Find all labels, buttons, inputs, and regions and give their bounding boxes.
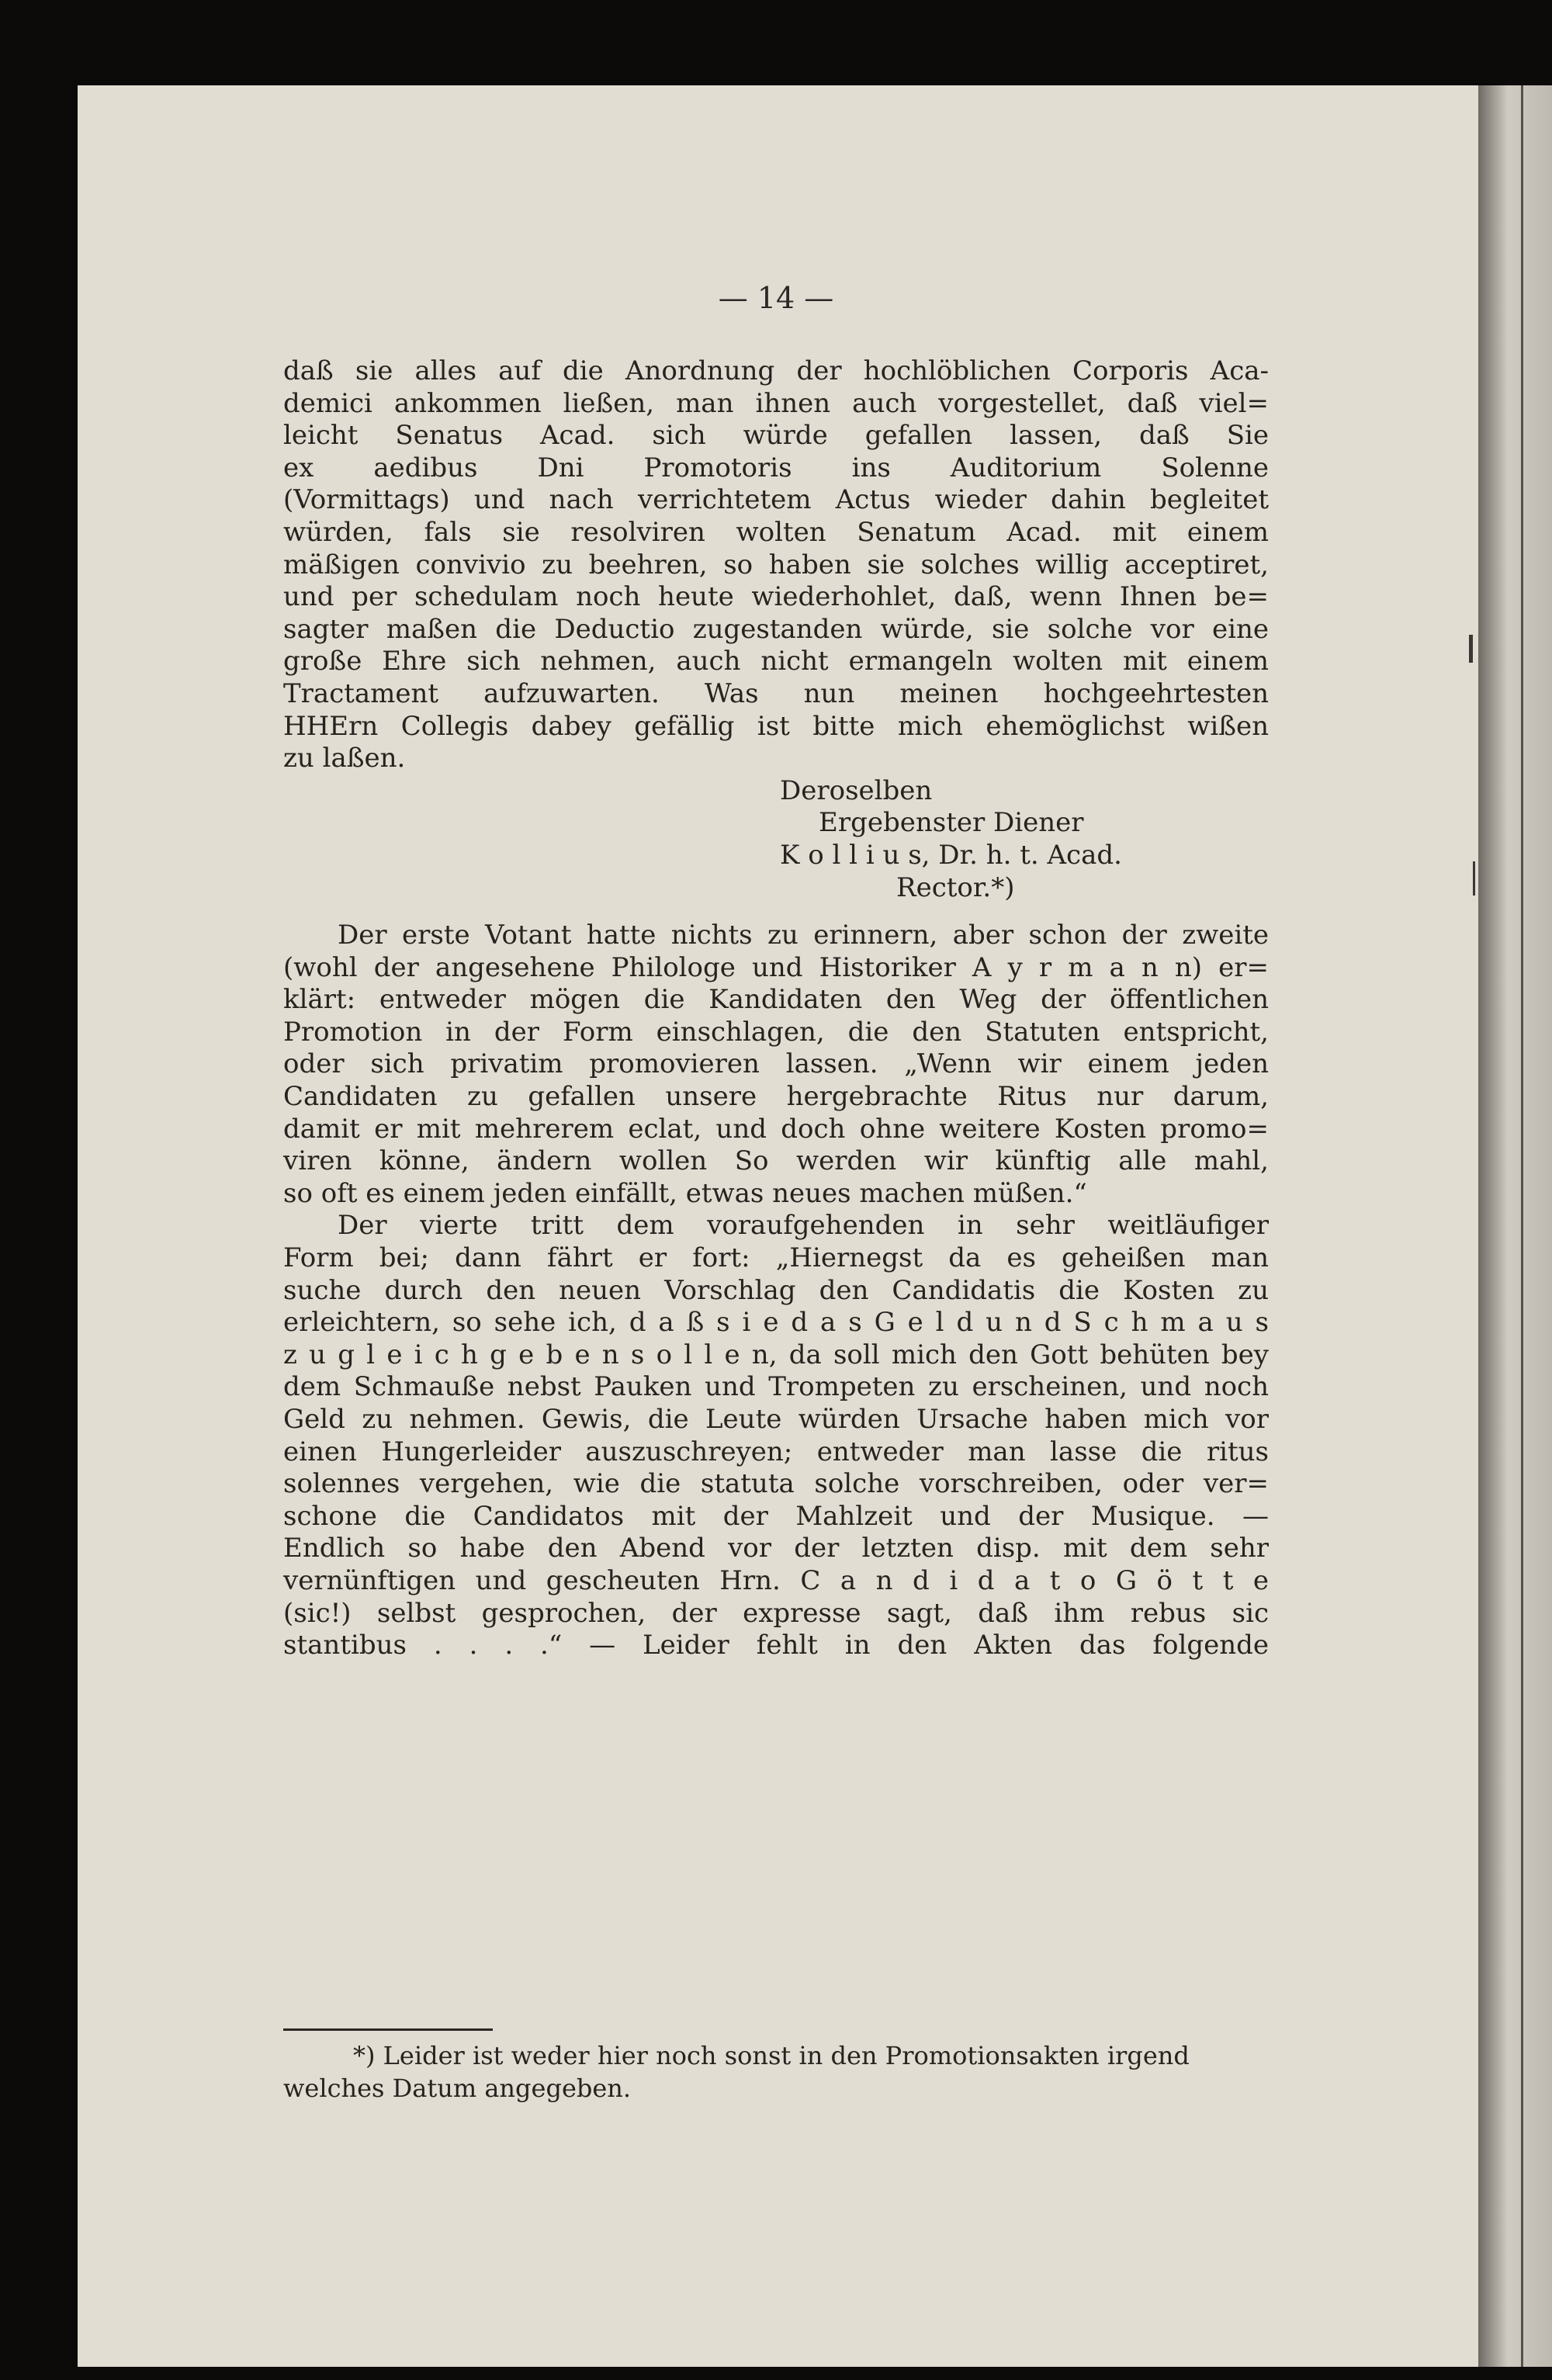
text-line: Tractament aufzuwarten. Was nun meinen hochgeehrtesten (283, 677, 1269, 709)
text-line: leicht Senatus Acad. sich würde gefallen lassen, daß Sie (283, 420, 1269, 452)
text-line: Form bei; dann fährt er fort: „Hiernegst da es geheißen man (283, 1242, 1269, 1274)
footnote-line: welches Datum angegeben. (283, 2073, 632, 2103)
text-line: Candidaten zu gefallen unsere hergebrachte Ritus nur darum, (283, 1081, 1269, 1113)
text-line: HHErn Collegis dabey gefällig ist bitte mich ehemöglichst wißen (283, 710, 1269, 742)
footnote-line: *) Leider ist weder hier noch sonst in den Promotionsakten irgend (353, 2041, 1190, 2070)
text-line: solennes vergehen, wie die statuta solche vorschreiben, oder ver= (283, 1468, 1269, 1500)
signature-closing: Deroselben (780, 774, 933, 806)
text-line: demici ankommen ließen, man ihnen auch vorgestellet, daß viel= (283, 387, 1269, 419)
footnote-divider (283, 2028, 493, 2031)
margin-mark (1469, 635, 1473, 663)
text-line: und per schedulam noch heute wiederhohlet, daß, wenn Ihnen be= (283, 581, 1269, 613)
footnote (283, 2039, 1269, 2105)
text-line: klärt: entweder mögen die Kandidaten den Weg der öffentlichen (283, 984, 1269, 1016)
text-line: Endlich so habe den Abend vor der letzten disp. mit dem sehr (283, 1533, 1269, 1564)
text-line: oder sich privatim promovieren lassen. „Wenn wir einem jeden (283, 1048, 1269, 1080)
text-line: würden, fals sie resolviren wolten Senatum Acad. mit einem (283, 516, 1269, 548)
signature-name: K o l l i u s, Dr. h. t. Acad. (780, 839, 1122, 871)
main-text (283, 355, 1269, 1662)
text-line: Der erste Votant hatte nichts zu erinnern, aber schon der zweite (338, 920, 1269, 951)
book-gutter (1478, 85, 1552, 2380)
text-line: so oft es einem jeden einfällt, etwas neues machen müßen.“ (283, 1177, 1087, 1209)
text-line: zu laßen. (283, 743, 406, 774)
text-line: sagter maßen die Deductio zugestanden würde, sie solche vor eine (283, 613, 1269, 645)
signature-rank: Rector.*) (896, 871, 1015, 903)
text-line: erleichtern, so sehe ich, d a ß s i e d a s G e l d u n d S c h m a u s (283, 1307, 1269, 1339)
text-line: Promotion in der Form einschlagen, die den Statuten entspricht, (283, 1016, 1269, 1048)
text-line: z u g l e i c h g e b e n s o l l e n, da soll mich den Gott behüten bey (283, 1339, 1269, 1370)
text-line: schone die Candidatos mit der Mahlzeit und der Musique. — (283, 1500, 1269, 1532)
text-line: suche durch den neuen Vorschlag den Candidatis die Kosten zu (283, 1274, 1269, 1306)
text-line: vernünftigen und gescheuten Hrn. C a n d i d a t o G ö t t e (283, 1564, 1269, 1596)
text-line: (Vormittags) und nach verrichtetem Actus wieder dahin begleitet (283, 484, 1269, 516)
text-line: einen Hungerleider auszuschreyen; entweder man lasse die ritus (283, 1436, 1269, 1467)
text-line: (wohl der angesehene Philologe und Historiker A y r m a n n) er= (283, 951, 1269, 983)
text-line: damit er mit mehrerem eclat, und doch ohne weitere Kosten promo= (283, 1113, 1269, 1145)
text-line: mäßigen convivio zu beehren, so haben sie solches willig acceptiret, (283, 549, 1269, 580)
text-line: stantibus . . . .“ — Leider fehlt in den Akten das folgende (283, 1630, 1269, 1661)
gutter-edge (1521, 85, 1523, 2380)
text-line: Geld zu nehmen. Gewis, die Leute würden Ursache haben mich vor (283, 1404, 1269, 1435)
scan-border (0, 2367, 1552, 2380)
text-line: dem Schmauße nebst Pauken und Trompeten zu erscheinen, und noch (283, 1371, 1269, 1403)
margin-mark (1473, 861, 1475, 896)
signature-title: Ergebenster Diener (819, 807, 1084, 839)
text-line: viren könne, ändern wollen So werden wir künftig alle mahl, (283, 1145, 1269, 1177)
text-line: große Ehre sich nehmen, auch nicht ermangeln wolten mit einem (283, 646, 1269, 677)
text-line: ex aedibus Dni Promotoris ins Auditorium Solenne (283, 452, 1269, 483)
text-line: Der vierte tritt dem voraufgehenden in sehr weitläufiger (338, 1210, 1269, 1242)
text-line: (sic!) selbst gesprochen, der expresse sagt, daß ihm rebus sic (283, 1597, 1269, 1629)
text-line: daß sie alles auf die Anordnung der hochlöblichen Corporis Aca- (283, 355, 1269, 386)
page-number: — 14 — (718, 281, 834, 315)
